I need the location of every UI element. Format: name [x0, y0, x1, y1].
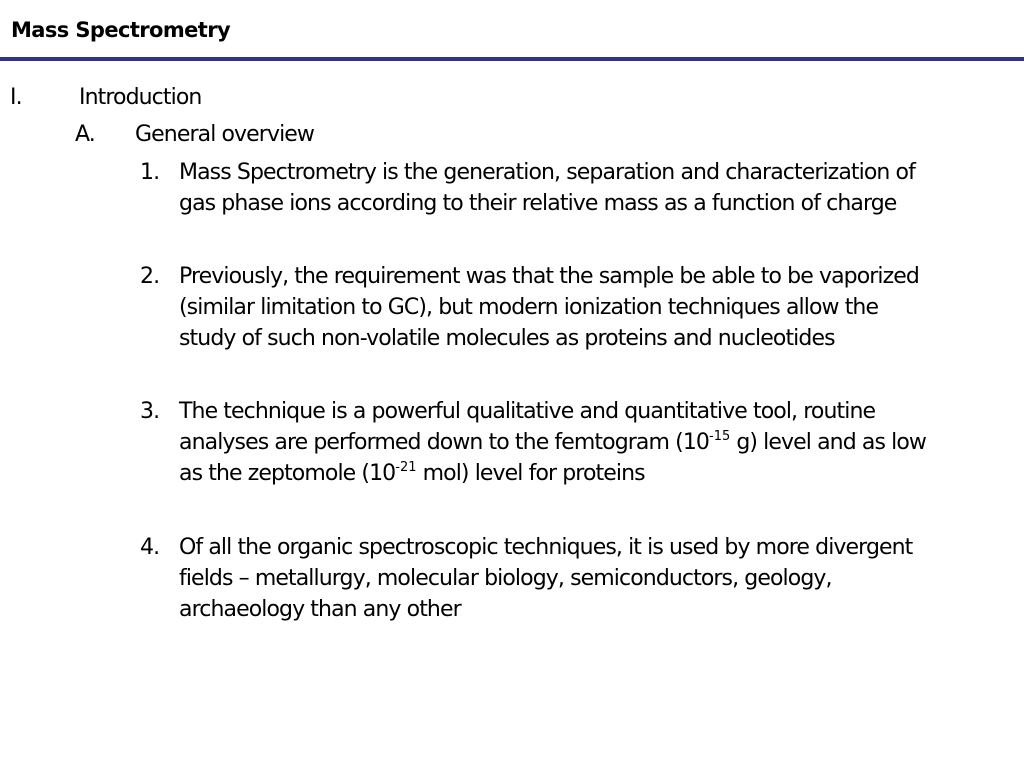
item-text	[179, 396, 1024, 489]
item-line: The technique is a powerful qualitative and quantitative tool, routine	[179, 399, 876, 424]
item-number: 2.	[140, 264, 160, 289]
item-line-part: g) level and as low	[730, 430, 926, 455]
item-line: fields – metallurgy, molecular biology, semiconductors, geology,	[179, 566, 832, 591]
item-number: 4.	[140, 535, 160, 560]
item-text	[179, 261, 1024, 354]
item-line: (similar limitation to GC), but modern ionization techniques allow the	[179, 295, 879, 320]
item-line: archaeology than any other	[179, 597, 461, 622]
item-line-part: mol) level for proteins	[416, 461, 645, 486]
title-divider	[0, 57, 1024, 61]
subsection-marker: A.	[75, 122, 95, 147]
section-marker: I.	[10, 85, 22, 110]
item-line: Of all the organic spectroscopic techniques, it is used by more divergent	[179, 535, 913, 560]
item-text	[179, 532, 1024, 625]
exponent: -15	[709, 429, 731, 444]
item-number: 1.	[140, 160, 160, 185]
item-text	[179, 157, 1024, 219]
section-label: Introduction	[79, 85, 202, 110]
item-number: 3.	[140, 399, 160, 424]
item-line: Mass Spectrometry is the generation, separation and characterization of	[179, 160, 915, 185]
item-line	[179, 458, 1024, 489]
item-line: Previously, the requirement was that the sample be able to be vaporized	[179, 264, 919, 289]
exponent: -21	[395, 460, 417, 475]
subsection-label: General overview	[135, 122, 315, 147]
item-line-part: as the zeptomole (10	[179, 461, 396, 486]
item-line-part: analyses are performed down to the femtogram (10	[179, 430, 710, 455]
slide-title: Mass Spectrometry	[11, 18, 231, 42]
item-line: study of such non-volatile molecules as proteins and nucleotides	[179, 326, 835, 351]
item-line	[179, 427, 1024, 458]
item-line: gas phase ions according to their relative mass as a function of charge	[179, 191, 897, 216]
